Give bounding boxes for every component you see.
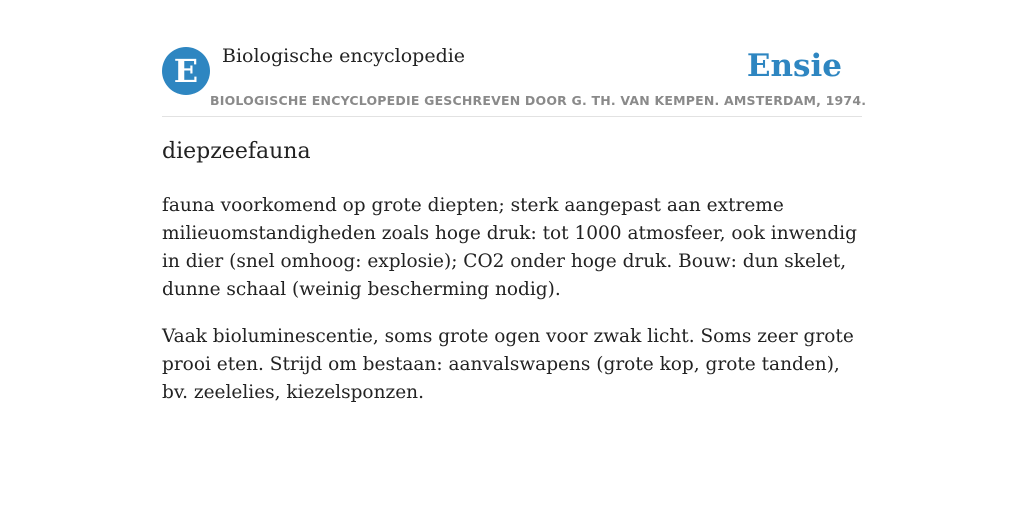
entry-paragraph: fauna voorkomend op grote diepten; sterk aangepast aan extreme milieuomstandigheden zoals hoge druk: tot 1000 atmosfeer, ook inwendig in dier (snel omhoog: explosie); CO2 onder hoge druk. Bouw: dun skelet, dunne schaal (weinig bescherming nodig). [162, 195, 857, 300]
brand-logo[interactable]: Ensie [746, 48, 842, 84]
encyclopedia-logo-icon[interactable]: E [162, 47, 210, 95]
header [162, 0, 867, 117]
page-container [162, 0, 867, 512]
entry-headword: diepzeefauna [162, 139, 311, 164]
entry-paragraph: Vaak bioluminescentie, soms grote ogen voor zwak licht. Soms zeer grote prooi eten. Strijd om bestaan: aanvalswapens (grote kop, grote tanden), bv. zeelelies, kiezelsponzen. [162, 326, 854, 403]
source-subtitle: BIOLOGISCHE ENCYCLOPEDIE GESCHREVEN DOOR G. TH. VAN KEMPEN. AMSTERDAM, 1974. [210, 93, 867, 108]
site-title[interactable]: Biologische encyclopedie [222, 45, 466, 67]
